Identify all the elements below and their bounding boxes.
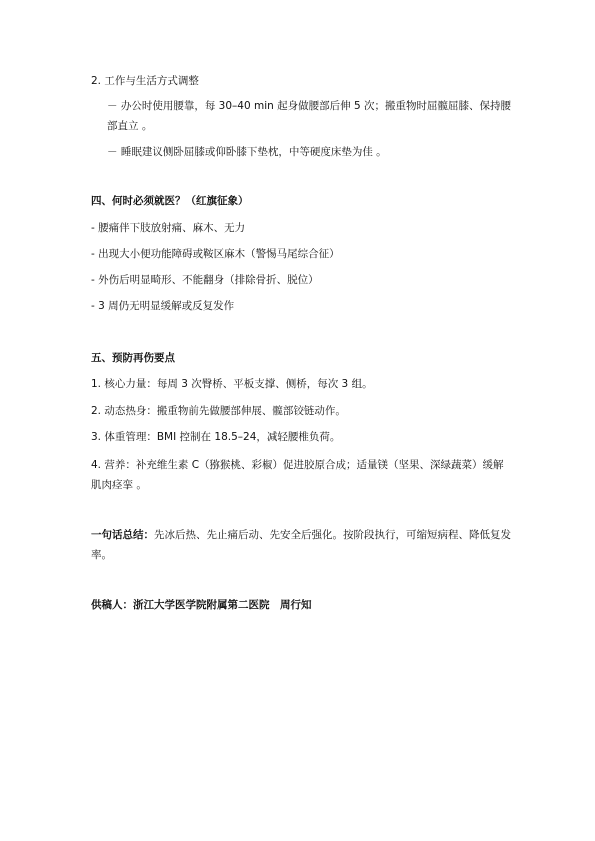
section5-item: 3. 体重管理：BMI 控制在 18.5–24，减轻腰椎负荷。: [91, 431, 341, 443]
section5-item: 1. 核心力量：每周 3 次臀桥、平板支撑、侧桥，每次 3 组。: [91, 378, 373, 390]
section5-item: 2. 动态热身：搬重物前先做腰部伸展、髋部铰链动作。: [91, 405, 346, 417]
summary-paragraph: [91, 525, 511, 565]
summary-text: 先冰后热、先止痛后动、先安全后强化。按阶段执行，可缩短病程、降低复发率。: [91, 529, 511, 561]
section4-item: - 腰痛伴下肢放射痛、麻木、无力: [91, 222, 246, 234]
section2-bullet-1: － 办公时使用腰靠，每 30–40 min 起身做腰部后伸 5 次；搬重物时屈髋屈膝、保持腰部直立 。: [107, 100, 511, 132]
section4-item: - 3 周仍无明显缓解或反复发作: [91, 300, 235, 312]
section4-item: - 外伤后明显畸形、不能翻身（排除骨折、脱位）: [91, 274, 319, 286]
section5-item: 4. 营养：补充维生素 C（猕猴桃、彩椒）促进胶原合成；适量镁（坚果、深绿蔬菜）缓解肌肉痉挛 。: [91, 459, 504, 491]
section2-bullet-2: － 睡眠建议侧卧屈膝或仰卧膝下垫枕，中等硬度床垫为佳 。: [107, 146, 387, 158]
section4-title: 四、何时必须就医？（红旗征象）: [91, 195, 249, 207]
summary-label: 一句话总结：: [91, 529, 154, 541]
author-credit: 供稿人：浙江大学医学院附属第二医院 周行知: [91, 599, 312, 611]
section2-heading: 2. 工作与生活方式调整: [91, 75, 199, 87]
section5-title: 五、预防再伤要点: [91, 352, 175, 364]
section4-item: - 出现大小便功能障碍或鞍区麻木（警惕马尾综合征）: [91, 248, 340, 260]
